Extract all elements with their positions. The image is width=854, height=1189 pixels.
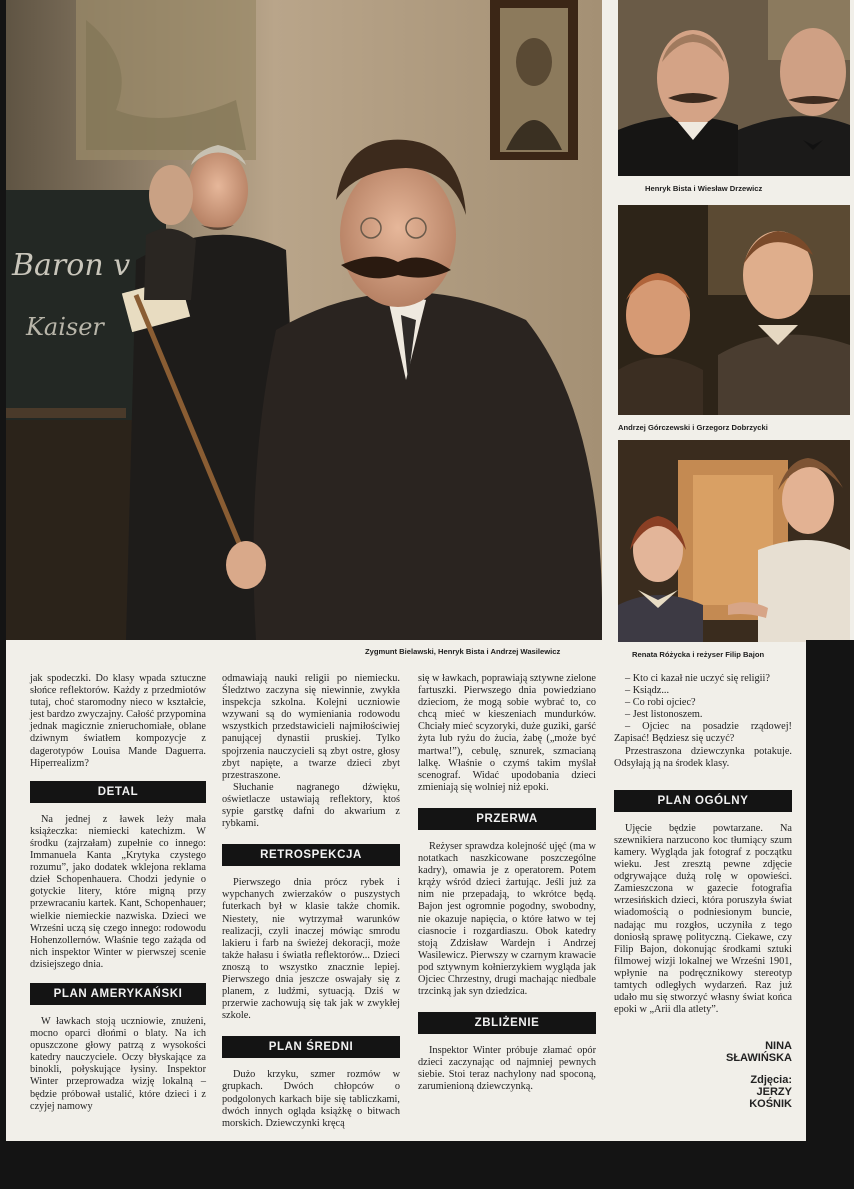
heading-plan-ogolny: PLAN OGÓLNY — [614, 790, 792, 812]
col2-intro-2: Słuchanie nagranego dźwięku, oświetlacze ustawiają reflektory, ktoś sypie garstkę dafni do akwarium z rybkami. — [222, 781, 400, 830]
photo-top-right — [618, 0, 850, 176]
blackboard-text-1: Baron v — [12, 248, 131, 283]
col1-paragraph-1: Na jednej z ławek leży mała książeczka: niemiecki katechizm. W środku (zajrzałam) zupełnie co innego: Immanuela Kanta „Krytyka czystego rozumu”, jako dodatek wklejona reklama dzieł Schopenhauera. Chodzi jedynie o gotyckie litery, które migną przy przewracaniu kartek. Kant, Schopenhauer; wielkie niemieckie nazwiska. Dzieci we Wrześni uczą się czego innego: rodowodu Hohenzollernów. Właśnie tego zażąda od nich inspektor Winter w pierwszej scenie dzisiejszego dnia. — [30, 813, 206, 970]
author-first-name: NINA — [765, 1040, 792, 1053]
heading-plan-amerykanski: PLAN AMERYKAŃSKI — [30, 983, 206, 1005]
blackboard-text-2: Kaiser — [26, 313, 104, 341]
col3-paragraph-1: Reżyser sprawdza kolejność ujęć (ma w notatkach naszkicowane poszczególne kadry), omawia je z operatorem. Potem krąży wśród dzieci żartując. Jeśli już za nim nie przepadają, to wkrótce będą. Bajon jest ogromnie pogodny, swobodny, nie okazuje napięcia, o które łatwo w tej ciasnocie i rozgardiaszu. Obok katedry stoją Zdzisław Wardejn i Andrzej Wasilewicz. Pierwszy w czarnym krawacie pod sztywnym kołnierzykiem wygląda jak Ojciec Chrzestny, drugi machając niedbale trzcinką jak syn dziedzica. — [418, 840, 596, 998]
page-edge-right — [806, 640, 854, 1189]
dialogue-line-2: – Ksiądz... — [625, 685, 670, 697]
photographer-first-name: JERZY — [756, 1086, 792, 1099]
photo-mid-right-caption: Andrzej Górczewski i Grzegorz Dobrzycki — [618, 423, 768, 432]
photo-mid-right — [618, 205, 850, 415]
col4-narration: Przestraszona dziewczynka potakuje. Odsyłają ją na środek klasy. — [614, 745, 792, 769]
page-edge-bottom — [0, 1141, 854, 1189]
photo-bottom-right-caption: Renata Różycka i reżyser Filip Bajon — [632, 650, 765, 659]
column-4 — [614, 673, 792, 1110]
col3-paragraph-2: Inspektor Winter próbuje złamać opór dzieci zaczynając od najmniej pewnych siebie. Stoi teraz nachylony nad spoconą, zarumienioną dziewczynką. — [418, 1045, 596, 1093]
dialogue-line-3: – Co robi ojciec? — [625, 697, 696, 709]
col4-paragraph-1: Ujęcie będzie powtarzane. Na szewnikiera narzucono koc tłumiący szum kamery. Wygląda jak fotograf z początku wieku. Jest zresztą pewne zdjęcie odgrywające dużą rolę w opowieści. Zamieszczona w gazecie fotografia wrzesińskich dzieci, która poruszyła świat wiadomością o podniesionym buncie, nadając mu rozgłos, uczyniła z tego doniosłą sprawę polityczną. Ciekawe, czy Filip Bajon, dokonując środkami sztuki filmowej wizji lokalnej we Wrześni 1901, wpłynie na podręcznikowy stereotyp tamtych odległych wydarzeń. Raz już udało mu się stworzyć własny świat końca epoki w „Arii dla atlety”. — [614, 822, 792, 1016]
author-last-name: SŁAWIŃSKA — [726, 1052, 792, 1065]
col3-intro: się w ławkach, poprawiają sztywne zielone fartuszki. Pierwszego dnia powiedziano dzieciom, że mogą sobie wybrać to, co chcą mieć w kieszeniach mundurków. Chciały mieć scyzoryki, duże guziki, garść żyta lub ryżu do żucia, żabę („może być martwa!”), cebulę, sznurek, szmacianą lalkę. Właśnie o czymś takim myślał scenograf. Widać upodobania dzieci zmieniają się wolniej niż epoki. — [418, 673, 596, 793]
dialogue-line-4: – Jest listonoszem. — [625, 709, 703, 721]
heading-detal: DETAL — [30, 781, 206, 803]
author-signature — [614, 1040, 792, 1110]
col1-paragraph-2: W ławkach stoją uczniowie, znużeni, mocno oparci dłońmi o blaty. Na ich opuszczone głowy patrzą z wysokości katedry nauczyciele. Oczy błyskające za binokli, połyskujące łysiny. Inspektor Winter przeprowadza wizję lokalną – będzie próbował ustalić, które dzieci i z czyjej namowy — [30, 1015, 206, 1112]
col2-intro: odmawiają nauki religii po niemiecku. Śledztwo zaczyna się niewinnie, zwykła inspekcja szkolna. Kolejni uczniowie wzywani są do wymieniania rodowodu wszystkich przedstawicieli najmiłościwiej panującej dynastii pruskiej. Tylko spojrzenia nauczycieli są zbyt ostre, głosy zbyt napięte, a twarze dzieci zbyt przestraszone. — [222, 673, 400, 781]
photographer-last-name: KOŚNIK — [749, 1098, 792, 1111]
heading-plan-sredni: PLAN ŚREDNI — [222, 1036, 400, 1058]
column-3 — [418, 673, 596, 1094]
col1-intro: jak spodeczki. Do klasy wpada sztuczne słońce reflektorów. Każdy z przedmiotów tutaj, choć staromodny nieco w kształcie, jest bardzo zwyczajny. Całość przypomina jednak magicznie znieruchomiałe, oblane dziwnym światłem kompozycje z dagerotypów Louisa Mande Daguerra. Hiperrealizm? — [30, 673, 206, 769]
heading-zblizenie: ZBLIŻENIE — [418, 1012, 596, 1034]
col2-paragraph-1: Pierwszego dnia prócz rybek i wypchanych zwierzaków o puszystych futerkach był w klasie także chomik. Niestety, nie wytrzymał warunków realizacji, czyli inaczej mówiąc smrodu lakieru i farb na świeżej dekoracji, może także hałasu i światła reflektorów... Dzieci znoszą to wszystko znacznie lepiej. Pierwszego dnia jeszcze oswajały się z planem, z ludźmi, sytuacją. Dziś w przerwie zachowują się tak jak w zwykłej szkole. — [222, 877, 400, 1022]
main-photo-caption: Zygmunt Bielawski, Henryk Bista i Andrzej Wasilewicz — [365, 647, 561, 656]
column-2 — [222, 673, 400, 1130]
main-photo — [6, 0, 602, 640]
photo-top-right-caption: Henryk Bista i Wiesław Drzewicz — [645, 184, 763, 193]
dialogue-line-5: – Ojciec na posadzie rządowej! Zapisać! Będziesz się uczyć? — [614, 721, 792, 745]
heading-przerwa: PRZERWA — [418, 808, 596, 830]
photo-credit-label: Zdjęcia: — [750, 1074, 792, 1087]
dialogue-line-1: – Kto ci kazał nie uczyć się religii? — [625, 673, 770, 684]
heading-retrospekcja: RETROSPEKCJA — [222, 844, 400, 866]
col2-paragraph-2: Dużo krzyku, szmer rozmów w grupkach. Dwóch chłopców o podgolonych karkach bije się tabliczkami, dwóch innych ogląda książkę o bitwach morskich. Dziewczynki kręcą — [222, 1069, 400, 1129]
page-edge-left — [0, 0, 6, 1189]
column-1 — [30, 673, 206, 1113]
photo-bottom-right — [618, 440, 850, 642]
